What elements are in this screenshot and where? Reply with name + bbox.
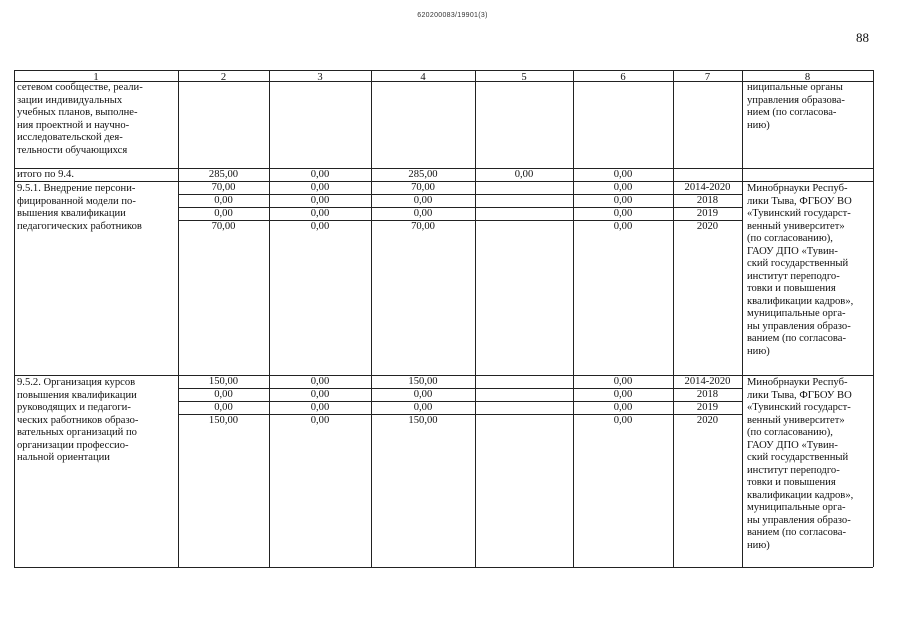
responsible-executors: Минобрнауки Респуб- лики Тыва, ФГБОУ ВО «Тувинский государст- венный университет» (по согласованию), ГАОУ ДПО «Тувин- ский государственный институт переподго- товки и повышения квалификации кадров», муниципальные орга- ны управления образо- ванием (по согласова- нию) [747, 377, 854, 551]
document-id: 620200083/19901(3) [417, 12, 488, 19]
amount-cell: 70,00 [411, 182, 435, 193]
amount-cell: 150,00 [408, 415, 438, 426]
amount-cell: 0,00 [214, 402, 233, 413]
amount-cell: 0,00 [613, 182, 633, 193]
page-number: 88 [856, 30, 869, 45]
column-header-8: 8 [804, 72, 811, 83]
amount-cell: 70,00 [211, 221, 236, 232]
amount-cell: 0,00 [310, 195, 330, 206]
column-rule [178, 70, 179, 567]
amount-cell: 2014-2020 [684, 182, 731, 193]
amount-cell: 0,00 [310, 208, 330, 219]
column-rule [269, 70, 270, 567]
column-header-6: 6 [620, 72, 626, 83]
amount-cell: 70,00 [211, 182, 236, 193]
column-header-5: 5 [521, 72, 527, 83]
amount-cell: 2018 [696, 389, 719, 400]
total-row-c2: 285,00 [208, 169, 239, 180]
amount-cell: 0,00 [310, 415, 330, 426]
column-rule [475, 70, 476, 567]
column-rule [742, 70, 743, 567]
amount-cell: 2018 [696, 195, 719, 206]
amount-cell: 0,00 [613, 389, 633, 400]
column-rule [673, 70, 674, 567]
amount-cell: 0,00 [413, 195, 433, 206]
amount-cell: 2020 [696, 415, 719, 426]
amount-cell: 0,00 [310, 221, 330, 232]
amount-cell: 2020 [696, 221, 719, 232]
total-row-c4: 285,00 [408, 169, 438, 180]
column-header-7: 7 [704, 72, 711, 83]
amount-cell: 0,00 [214, 195, 233, 206]
table-rule [14, 70, 873, 71]
amount-cell: 0,00 [613, 208, 633, 219]
responsible-executors: Минобрнауки Респуб- лики Тыва, ФГБОУ ВО «Тувинский государст- венный университет» (по согласованию), ГАОУ ДПО «Тувин- ский государственный институт переподго- товки и повышения квалификации кадров», муниципальные орга- ны управления образо- ванием (по согласова- нию) [747, 183, 854, 357]
amount-cell: 150,00 [408, 376, 438, 387]
amount-cell: 0,00 [613, 376, 633, 387]
amount-cell: 150,00 [208, 376, 239, 387]
column-header-3: 3 [317, 72, 323, 83]
budget-table [14, 70, 873, 567]
total-row-c3: 0,00 [310, 169, 330, 180]
column-header-4: 4 [420, 72, 426, 83]
amount-cell: 0,00 [413, 208, 433, 219]
column-rule [371, 70, 372, 567]
amount-cell: 0,00 [613, 415, 633, 426]
activity-title: 9.5.1. Внедрение персони- фицированной модели по- вышения квалификации педагогических работников [17, 183, 142, 232]
table-rule [14, 567, 873, 568]
amount-cell: 0,00 [413, 402, 433, 413]
amount-cell: 0,00 [310, 402, 330, 413]
column-rule [873, 70, 874, 567]
amount-cell: 0,00 [214, 208, 233, 219]
amount-cell: 0,00 [310, 376, 330, 387]
column-rule [14, 70, 15, 567]
total-row-c5: 0,00 [514, 169, 534, 180]
activity-title: 9.5.2. Организация курсов повышения квалификации руководящих и педагоги- ческих работников образо- вательных организаций по организации профессио- нальной ориентации [17, 377, 139, 463]
amount-cell: 0,00 [413, 389, 433, 400]
amount-cell: 0,00 [310, 389, 330, 400]
amount-cell: 150,00 [208, 415, 239, 426]
amount-cell: 0,00 [613, 195, 633, 206]
column-rule [573, 70, 574, 567]
total-row-c6: 0,00 [613, 169, 633, 180]
amount-cell: 0,00 [310, 182, 330, 193]
column-header-1: 1 [93, 72, 99, 83]
column-header-2: 2 [220, 72, 227, 83]
amount-cell: 70,00 [411, 221, 435, 232]
total-row-label: итого по 9.4. [17, 169, 74, 180]
continued-responsible-text: ниципальные органы управления образова- нием (по согласова- нию) [747, 82, 845, 131]
amount-cell: 2019 [696, 402, 719, 413]
amount-cell: 2019 [696, 208, 719, 219]
continued-activity-text: сетевом сообществе, реали- зации индивидуальных учебных планов, выполне- ния проектной и научно- исследовательской дея- тельности обучающихся [17, 82, 143, 156]
amount-cell: 0,00 [613, 221, 633, 232]
amount-cell: 2014-2020 [684, 376, 731, 387]
amount-cell: 0,00 [214, 389, 233, 400]
amount-cell: 0,00 [613, 402, 633, 413]
